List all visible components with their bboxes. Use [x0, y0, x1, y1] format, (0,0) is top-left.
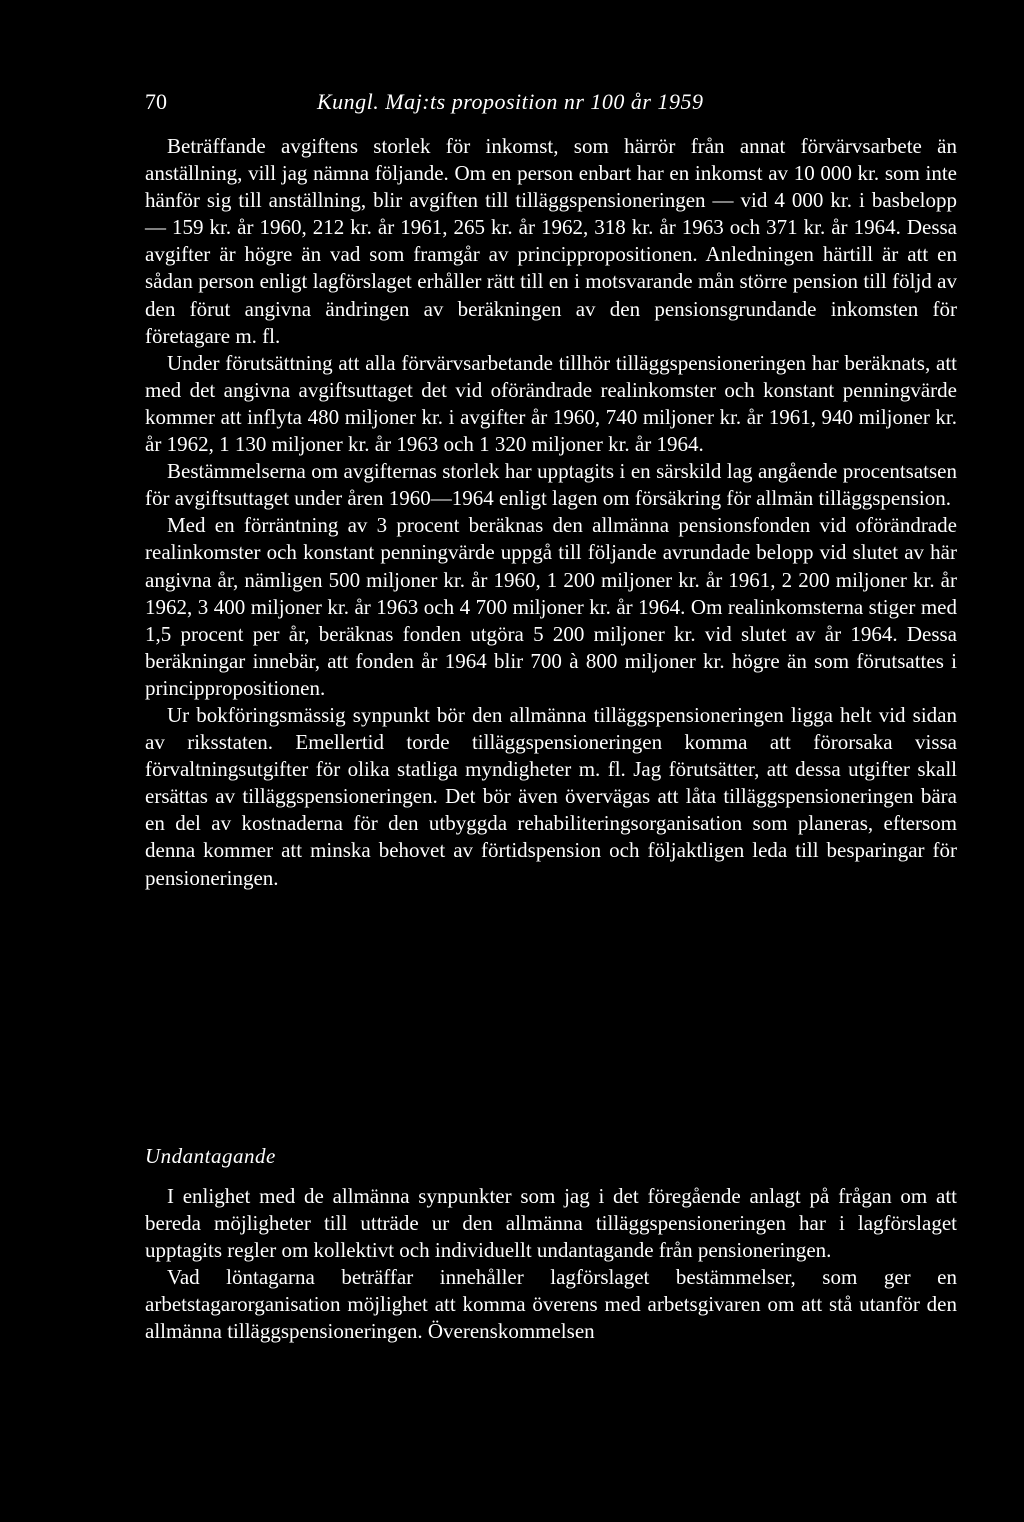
section-body: [145, 133, 957, 892]
section-body: [145, 1183, 957, 1346]
paragraph: Ur bokföringsmässig synpunkt bör den allmänna tilläggspensioneringen ligga helt vid sidan av riksstaten. Emellertid torde tilläggspensioneringen komma att förorsaka vissa förvaltningsutgifter för olika statliga myndigheter m. fl. Jag förutsätter, att dessa utgifter skall ersättas av tilläggspensioneringen. Det bör även övervägas att låta tilläggspensioneringen bära en del av kostnaderna för den utbyggda rehabiliteringsorganisation som planeras, eftersom denna kommer att minska behovet av förtidspension och följaktligen leda till besparingar för pensioneringen.: [145, 702, 957, 890]
page-header: [145, 86, 957, 118]
section-heading: Undantagande: [145, 1144, 276, 1168]
running-title: Kungl. Maj:ts proposition nr 100 år 1959: [317, 89, 704, 114]
page-number: 70: [145, 89, 167, 114]
paragraph: Under förutsättning att alla förvärvsarbetande tillhör tilläggspensioneringen har beräknats, att med det angivna avgiftsuttaget det vid oförändrade realinkomster och konstant penningvärde kommer att inflyta 480 miljoner kr. i avgifter år 1960, 740 miljoner kr. år 1961, 940 miljoner kr. år 1962, 1 130 miljoner kr. år 1963 och 1 320 miljoner kr. år 1964.: [145, 350, 957, 457]
paragraph: Med en förräntning av 3 procent beräknas den allmänna pensionsfonden vid oförändrade realinkomster och konstant penningvärde uppgå till följande avrundade belopp vid slutet av här angivna år, nämligen 500 miljoner kr. år 1960, 1 200 miljoner kr. år 1961, 2 200 miljoner kr. år 1962, 3 400 miljoner kr. år 1963 och 4 700 miljoner kr. år 1964. Om realinkomsterna stiger med 1,5 procent per år, beräknas fonden utgöra 5 200 miljoner kr. vid slutet av år 1964. Dessa beräkningar innebär, att fonden år 1964 blir 700 à 800 miljoner kr. högre än som förutsattes i princippropositionen.: [145, 513, 957, 700]
paragraph: Vad löntagarna beträffar innehåller lagförslaget bestämmelser, som ger en arbetstagarorganisation möjlighet att komma överens med arbetsgivaren om att stå utanför den allmänna tilläggspensioneringen. Överenskommelsen: [145, 1265, 957, 1344]
paragraph: Beträffande avgiftens storlek för inkomst, som härrör från annat förvärvsarbete än anställning, vill jag nämna följande. Om en person enbart har en inkomst av 10 000 kr. som inte hänför sig till anställning, blir avgiften till tilläggspensioneringen — vid 4 000 kr. i basbelopp — 159 kr. år 1960, 212 kr. år 1961, 265 kr. år 1962, 318 kr. år 1963 och 371 kr. år 1964. Dessa avgifter är högre än vad som framgår av princippropositionen. Anledningen härtill är att en sådan person enligt lagförslaget erhåller rätt till en i motsvarande mån större pension till följd av den förut angivna ändringen av beräkningen av den pensionsgrundande inkomsten för företagare m. fl.: [145, 134, 957, 348]
paragraph: I enlighet med de allmänna synpunkter som jag i det föregående anlagt på frågan om att bereda möjligheter till utträde ur den allmänna tilläggspensioneringen har i lagförslaget upptagits regler om kollektivt och individuellt undantagande från pensioneringen.: [145, 1184, 957, 1263]
paragraph: Bestämmelserna om avgifternas storlek har upptagits i en särskild lag angående procentsatsen för avgiftsuttaget under åren 1960—1964 enligt lagen om försäkring för allmän tilläggspension.: [145, 459, 957, 511]
